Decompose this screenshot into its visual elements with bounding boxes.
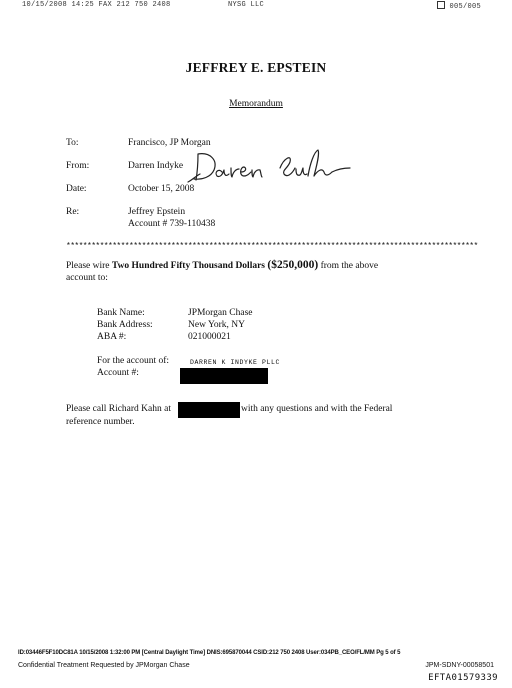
redaction-account-number (180, 368, 268, 384)
wire-amount-words: Two Hundred Fifty Thousand Dollars (111, 261, 266, 271)
wire-amount-number: ($250,000) (267, 259, 319, 271)
bank-name-label: Bank Name: (97, 308, 145, 318)
re-account: Account # 739-110438 (128, 219, 216, 229)
to-label: To: (66, 138, 79, 148)
handwritten-signature (184, 146, 354, 186)
memo-subtitle: Memorandum (229, 99, 283, 109)
call-instruction-pre: Please call Richard Kahn at (66, 404, 171, 414)
fax-header-page: 005/005 (437, 1, 481, 11)
date-label: Date: (66, 184, 87, 194)
bank-name-value: JPMorgan Chase (188, 308, 253, 318)
star-divider: ************************************************************************************************** (66, 242, 478, 251)
from-label: From: (66, 161, 90, 171)
bank-address-label: Bank Address: (97, 320, 153, 330)
re-value: Jeffrey Epstein (128, 207, 186, 217)
efta-number: EFTA01579339 (428, 673, 498, 683)
confidential-notice: Confidential Treatment Requested by JPMorgan Chase (18, 662, 190, 669)
for-account-value: DARREN K INDYKE PLLC (190, 359, 281, 366)
fax-header-center: NYSG LLC (228, 1, 265, 9)
aba-label: ABA #: (97, 332, 127, 342)
fax-page-icon (437, 1, 445, 9)
fax-header-left: 10/15/2008 14:25 FAX 212 750 2408 (22, 1, 171, 9)
bank-address-value: New York, NY (188, 320, 246, 330)
date-value: October 15, 2008 (128, 184, 195, 194)
letterhead-title: JEFFREY E. EPSTEIN (185, 60, 327, 75)
re-label: Re: (66, 207, 80, 217)
bates-number: JPM-SDNY-00058501 (425, 662, 494, 669)
account-number-label: Account #: (97, 368, 139, 378)
wire-text-pre: Please wire (66, 261, 112, 271)
call-instruction-line2: reference number. (66, 417, 135, 427)
aba-value: 021000021 (188, 332, 231, 342)
redaction-phone-number (178, 402, 240, 418)
wire-instruction (66, 259, 378, 273)
to-value: Francisco, JP Morgan (128, 138, 211, 148)
fax-server-id-line: ID:03446F5F10DC81A 10/15/2008 1:32:00 PM [Central Daylight Time] DNIS:695870044 CSID:212 750 2408 User:034PB_CEO/FL/MM Pg 5 of 5 (18, 650, 401, 656)
for-account-label: For the account of: (97, 356, 170, 366)
wire-text-post: from the above (318, 261, 379, 271)
wire-instruction-line2: account to: (66, 273, 108, 283)
call-instruction-post: with any questions and with the Federal (241, 404, 393, 414)
from-value: Darren Indyke (128, 161, 184, 171)
